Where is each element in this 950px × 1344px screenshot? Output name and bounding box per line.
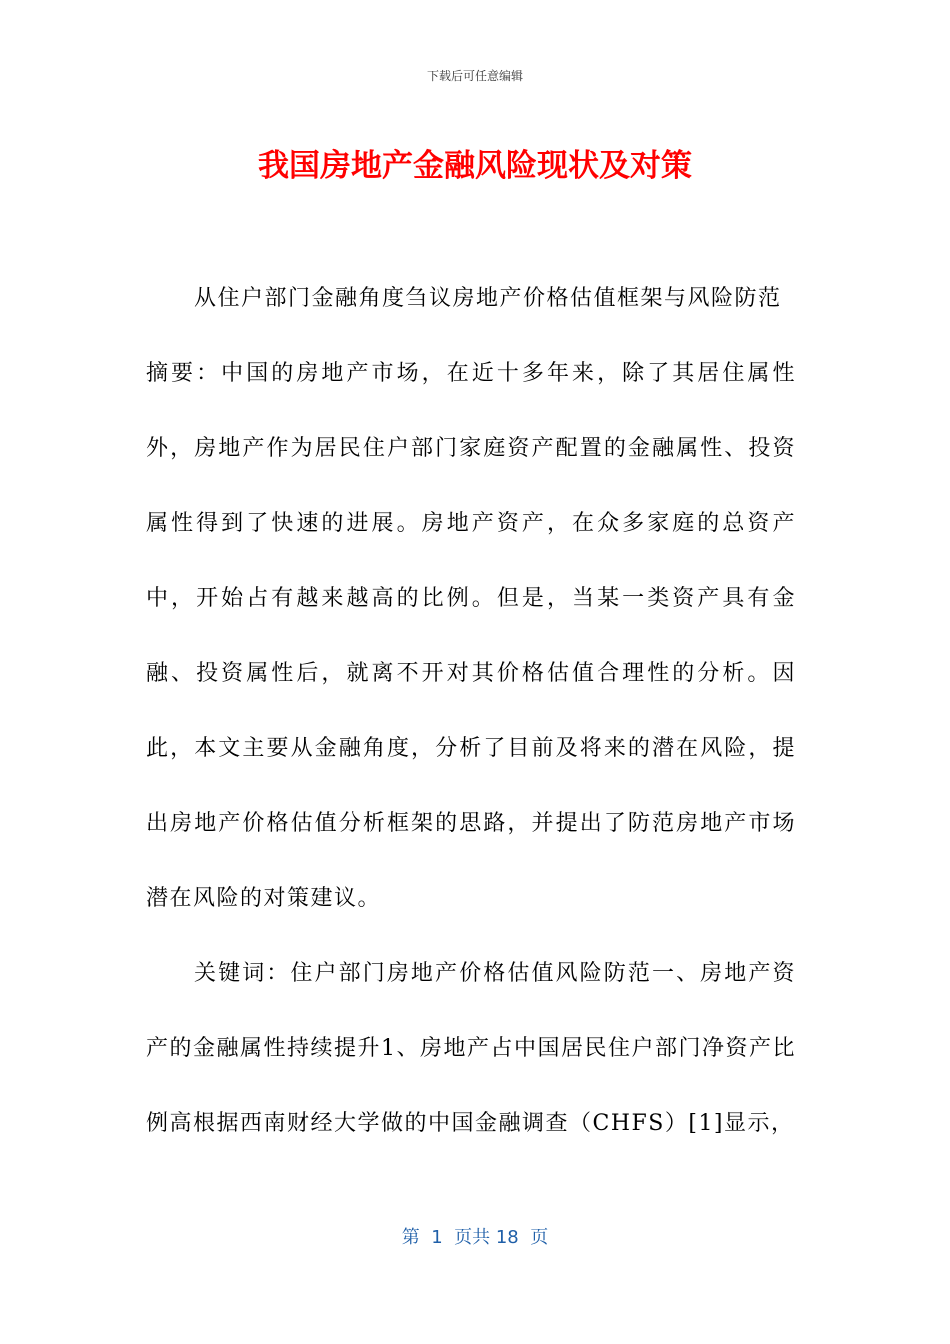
abstract-paragraph: 摘要：中国的房地产市场，在近十多年来，除了其居住属性外，房地产作为居民住户部门家庭资产配置的金融属性、投资属性得到了快速的进展。房地产资产，在众多家庭的总资产中，开始占有越来越高的比例。但是，当某一类资产具有金融、投资属性后，就离不开对其价格估值合理性的分析。因此，本文主要从金融角度，分析了目前及将来的潜在风险，提出房地产价格估值分析框架的思路，并提出了防范房地产市场潜在风险的对策建议。	[146, 361, 796, 911]
subtitle-paragraph: 从住户部门金融角度刍议房地产价格估值框架与风险防范	[194, 286, 782, 311]
page-number-footer: 第 1 页共 18 页	[401, 1227, 549, 1248]
keywords-paragraph: 关键词：住户部门房地产价格估值风险防范一、房地产资产的金融属性持续提升1、房地产占中国居民住户部门净资产比例高根据西南财经大学做的中国金融调查（CHFS）[1]显示，	[146, 961, 796, 1136]
document-title: 我国房地产金融风险现状及对策	[258, 148, 692, 184]
header-note: 下载后可任意编辑	[426, 69, 523, 83]
document-body	[146, 261, 796, 1161]
